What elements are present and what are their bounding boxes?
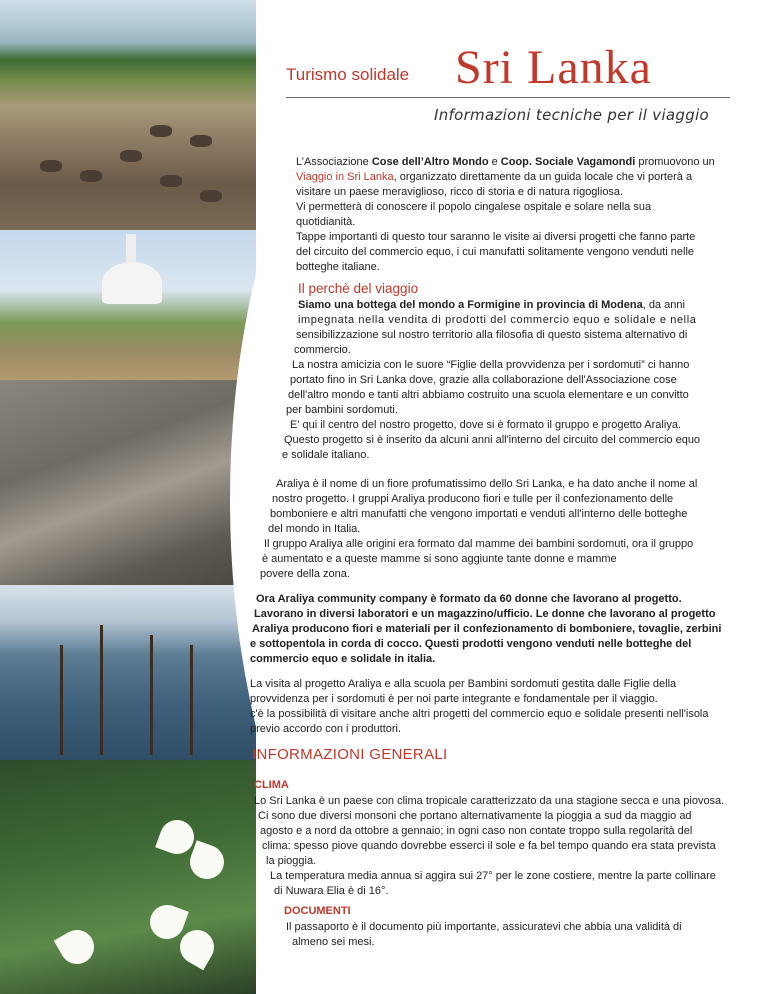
header-tagline: Informazioni tecniche per il viaggio [434, 106, 710, 124]
perche-line-1: Siamo una bottega del mondo a Formigine in provincia di Modena, da anni [298, 299, 685, 311]
clima-line-3: agosto e a nord da ottobre a gennaio; in ogni caso non contate troppo sulla regolarità del [260, 825, 693, 837]
intro-line-4: Vi permetterà di conoscere il popolo cingalese ospitale e solare nella sua [296, 201, 652, 213]
clima-line-7: di Nuwara Elia è di 16°. [274, 885, 389, 897]
photo-buddha-statue [0, 380, 256, 585]
intro-line-7: del circuito del commercio equo, i cui manufatti solitamente vengono venduti nelle [296, 246, 695, 258]
photo-collage [0, 0, 256, 994]
perche-line-9: E' qui il centro del nostro progetto, dove si è formato il gruppo e progetto Araliya. [290, 419, 681, 431]
intro-line-5: quotidianità. [296, 216, 356, 228]
photo-stilt-fishermen [0, 585, 256, 760]
clima-line-2: Ci sono due diversi monsoni che portano alternativamente la pioggia a sud da maggio ad [258, 810, 692, 822]
intro-line-6: Tappe importanti di questo tour saranno le visite ai diversi progetti che fanno parte [296, 231, 696, 243]
visita-line-2: provvidenza per i sordomuti è per noi parte integrante e fondamentale per il viaggio. [250, 693, 658, 705]
documenti-line-1: Il passaporto è il documento più importante, assicuratevi che abbia una validità di [286, 921, 682, 933]
araliya-line-6: è aumentato e a queste mamme si sono aggiunte tante donne e mamme [262, 553, 617, 565]
clima-line-1: Lo Sri Lanka è un paese con clima tropicale caratterizzato da una stagione secca e una piovosa. [254, 795, 725, 807]
photo-elephants [0, 0, 256, 230]
photo-frangipani-flowers [0, 760, 256, 994]
documenti-label: DOCUMENTI [284, 905, 351, 917]
intro-line-2: Viaggio in Sri Lanka, organizzato direttamente da un guida locale che vi porterà a [296, 171, 693, 183]
perche-line-5: La nostra amicizia con le suore “Figlie della provvidenza per i sordomuti” ci hanno [292, 359, 690, 371]
community-line-4: e sottopentola in corda di cocco. Questi prodotti vengono venduti nelle botteghe del [250, 638, 692, 650]
intro-line-8: botteghe italiane. [296, 261, 380, 273]
perche-line-6: portato fino in Sri Lanka dove, grazie alla collaborazione dell'Associazione cose [290, 374, 677, 386]
visita-line-3: c'è la possibilità di visitare anche altri progetti del commercio equo e solidale presenti nell'isola [250, 708, 709, 720]
header-divider [286, 97, 730, 98]
community-line-5: commercio equo e solidale in italia. [250, 653, 436, 665]
section-heading-perche: Il perchè del viaggio [298, 281, 419, 296]
visita-line-4: previo accordo con i produttori. [250, 723, 402, 735]
clima-line-4: clima: spesso piove quando dovrebbe esserci il sole e fa bel tempo quando era stata prevista [262, 840, 716, 852]
photo-stupa [0, 230, 256, 380]
araliya-line-7: povere della zona. [260, 568, 350, 580]
intro-line-3: visitare un paese meraviglioso, ricco di storia e di natura rigogliosa. [296, 186, 624, 198]
page-title: Sri Lanka [455, 41, 652, 94]
perche-line-3: sensibilizzazione sul nostro territorio alla filosofia di questo sistema alternativo di [296, 329, 688, 341]
perche-line-11: e solidale italiano. [282, 449, 370, 461]
clima-label: CLIMA [254, 779, 289, 791]
araliya-line-5: Il gruppo Araliya alle origini era formato dal mamme dei bambini sordomuti, ora il gruppo [264, 538, 694, 550]
community-line-2: Lavorano in diversi laboratori e un magazzino/ufficio. Le donne che lavorano al progetto [254, 608, 716, 620]
perche-line-7: dell'altro mondo e tanti altri abbiamo costruito una scuola elementare e un convitto [288, 389, 689, 401]
araliya-line-3: bomboniere e altri manufatti che vengono importati e venduti all'interno delle botteghe [270, 508, 688, 520]
perche-line-2: impegnata nella vendita di prodotti del commercio equo e solidale e nella [298, 314, 697, 326]
araliya-line-4: del mondo in Italia. [268, 523, 361, 535]
clima-line-5: la pioggia. [266, 855, 317, 867]
intro-line-1: L’Associazione Cose dell’Altro Mondo e Coop. Sociale Vagamondi promuovono un [296, 156, 715, 168]
visita-line-1: La visita al progetto Araliya e alla scuola per Bambini sordomuti gestita dalle Figlie della [250, 678, 677, 690]
section-heading-info: INFORMAZIONI GENERALI [252, 746, 448, 763]
perche-line-4: commercio. [294, 344, 351, 356]
araliya-line-1: Araliya è il nome di un fiore profumatissimo dello Sri Lanka, e ha dato anche il nome al [276, 478, 698, 490]
perche-line-8: per bambini sordomuti. [286, 404, 398, 416]
community-line-1: Ora Araliya community company è formato da 60 donne che lavorano al progetto. [256, 593, 682, 605]
header-subtitle: Turismo solidale [286, 65, 410, 84]
araliya-line-2: nostro progetto. I gruppi Araliya producono fiori e tulle per il confezionamento delle [272, 493, 674, 505]
perche-line-10: Questo progetto si è inserito da alcuni anni all'interno del circuito del commercio equo [284, 434, 701, 446]
community-line-3: Araliya producono fiori e materiali per il confezionamento di bomboniere, tovaglie, zerbini [252, 623, 722, 635]
clima-line-6: La temperatura media annua si aggira sui 27° per le zone costiere, mentre la parte collinare [270, 870, 716, 882]
documenti-line-2: almeno sei mesi. [292, 936, 375, 948]
